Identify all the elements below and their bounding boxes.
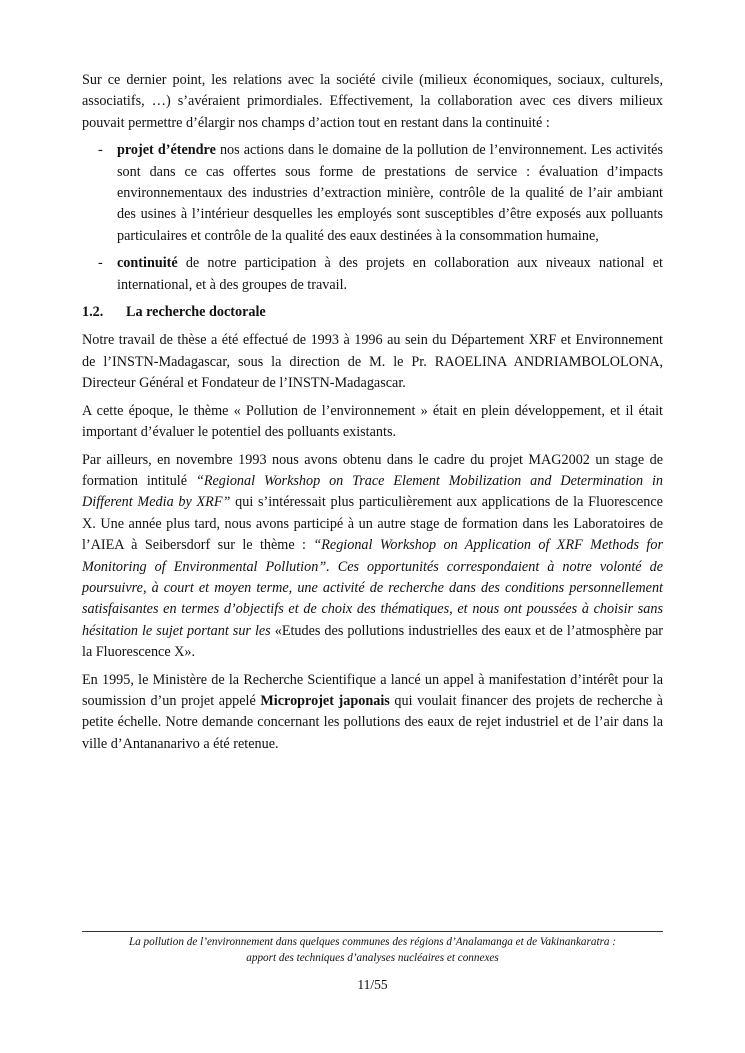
- bullet-lead: projet d’étendre: [117, 142, 216, 159]
- section-title: La recherche doctorale: [126, 304, 266, 321]
- bullet-text: nos actions dans le domaine de la pollution de l’environnement. Les activités sont dans ce cas offertes sous forme de prestations de service : évaluation d’impacts environnementaux des industries d’extraction minière, contrôle de la qualité de l’air ambiant des usines à l’intérieur desquelles les employés sont susceptibles d’être exposés aux polluants particulaires et contrôle de la qualité des eaux destinées à la consommation humaine,: [117, 142, 663, 244]
- intro-paragraph: Sur ce dernier point, les relations avec la société civile (milieux économiques, sociaux, culturels, associatifs, …) s’avéraient primordiales. Effectivement, la collaboration avec ces divers milieux pouvait permettre d’élargir nos champs d’action tout en restant dans la continuité :: [82, 72, 663, 131]
- footer-line-2: apport des techniques d’analyses nucléaires et connexes: [246, 952, 499, 964]
- microprojet-paragraph: [82, 670, 663, 756]
- theme-paragraph: A cette époque, le thème « Pollution de l’environnement » était en plein développement, et il était important d’évaluer le potentiel des polluants existants.: [82, 402, 663, 441]
- bullet-dash: -: [98, 255, 103, 272]
- workshop-title-2: “Regional Workshop on Application of XRF Methods for Monitoring of Environmental Pollution”. Ces opportunités correspondaient à notre volonté de poursuivre, à court et moyen terme, une activité de recherche dans des conditions personnellement satisfaisantes en termes d’objectifs et de choix des thématiques, et nous ont poussées à choisir sans hésitation le sujet portant sur les: [82, 537, 663, 639]
- bullet-item-projet: [82, 140, 663, 247]
- text-run: «Etudes des pollutions industrielles des eaux et de l’atmosphère par la Fluorescence X».: [82, 622, 664, 661]
- text-run: qui s’intéressait plus particulièrement aux applications de la Fluorescence X. Une année plus tard, nous avons participé à un autre stage de formation dans les Laboratoires de l’AIEA à Seibersdorf sur le thème :: [82, 494, 663, 554]
- text-run: qui voulait financer des projets de recherche à petite échelle. Notre demande concernant les pollutions des eaux de rejet industriel et de l’air dans la ville d’Antananarivo a été retenue.: [82, 692, 663, 752]
- thesis-paragraph: Notre travail de thèse a été effectué de 1993 à 1996 au sein du Département XRF et Environnement de l’INSTN-Madagascar, sous la direction de M. le Pr. RAOELINA ANDRIAMBOLOLONA, Directeur Général et Fondateur de l’INSTN-Madagascar.: [82, 332, 663, 392]
- bullet-item-continuite: [82, 253, 663, 296]
- running-footer: [82, 934, 663, 966]
- text-run: En 1995, le Ministère de la Recherche Scientifique a lancé un appel à manifestation d’intérêt pour la soumission d’un projet appelé: [82, 671, 663, 709]
- bullet-list: [82, 140, 663, 296]
- footer-line-1: La pollution de l’environnement dans quelques communes des régions d’Analamanga et de Vakinankaratra :: [128, 936, 617, 948]
- page-number: 11/55: [357, 977, 388, 992]
- workshop-paragraph: [82, 450, 663, 664]
- workshop-title-1: “Regional Workshop on Trace Element Mobilization and Determination in Different Media by XRF”: [82, 472, 663, 511]
- section-number: 1.2.: [82, 304, 104, 321]
- section-heading: [82, 302, 663, 323]
- footer-divider: [82, 931, 663, 932]
- bullet-lead: continuité: [117, 255, 178, 272]
- bullet-dash: -: [98, 142, 103, 159]
- page-body: [82, 70, 663, 761]
- microprojet-name: Microprojet japonais: [260, 692, 390, 709]
- text-run: Par ailleurs, en novembre 1993 nous avons obtenu dans le cadre du projet MAG2002 un stage de formation intitulé: [82, 451, 663, 489]
- bullet-text: de notre participation à des projets en collaboration aux niveaux national et international, et à des groupes de travail.: [117, 255, 663, 293]
